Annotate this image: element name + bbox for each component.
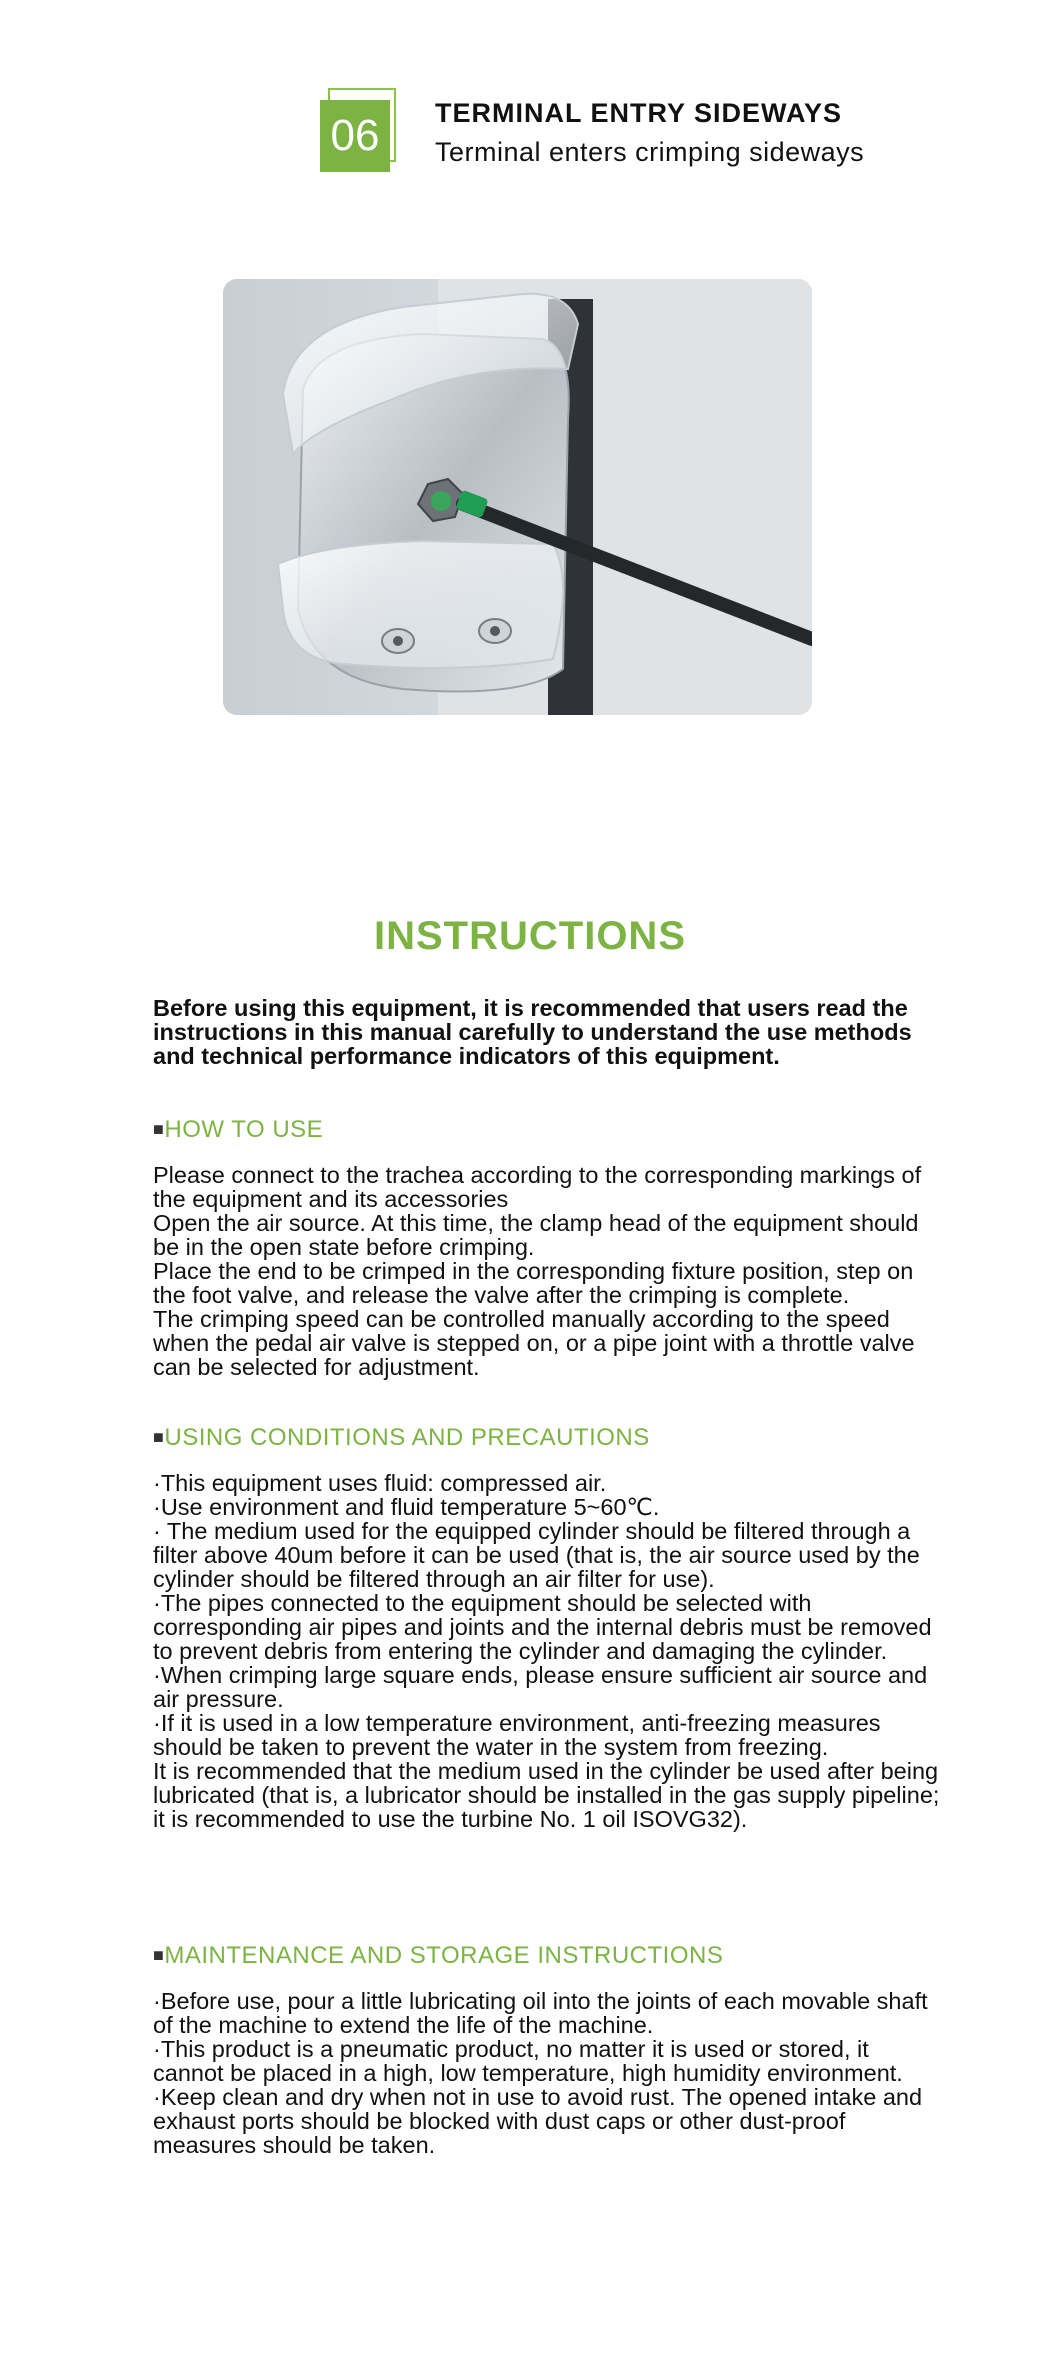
section-body-how-to-use [153, 1163, 943, 1379]
section-heading-text: HOW TO USE [164, 1116, 324, 1143]
section-body-maintenance [153, 1989, 943, 2157]
crimping-machine-illustration [223, 279, 812, 715]
paragraph-line: · The medium used for the equipped cylinder should be filtered through a filter above 40um before it can be used (that is, the air source used by the cylinder should be filtered through an air filter for use). [153, 1518, 920, 1592]
paragraph-line: Open the air source. At this time, the clamp head of the equipment should be in the open state before crimping. [153, 1210, 919, 1260]
square-bullet-icon: ■ [153, 1945, 165, 1965]
paragraph-line: ·When crimping large square ends, please ensure sufficient air source and air pressure. [153, 1662, 928, 1712]
section-heading-conditions [153, 1424, 650, 1452]
paragraph-line: ·If it is used in a low temperature environment, anti-freezing measures should be taken to prevent the water in the system from freezing. [153, 1710, 881, 1760]
square-bullet-icon: ■ [153, 1427, 165, 1447]
paragraph-line: ·Use environment and fluid temperature 5~60℃. [153, 1494, 660, 1520]
section-heading-how-to-use [153, 1116, 323, 1144]
crimping-machine-photo [223, 279, 812, 715]
paragraph-line: ·Keep clean and dry when not in use to avoid rust. The opened intake and exhaust ports should be blocked with dust caps or other dust-proof measures should be taken. [153, 2084, 923, 2158]
feature-subtitle: Terminal enters crimping sideways [435, 137, 865, 167]
paragraph-line: Please connect to the trachea according to the corresponding markings of the equipment and its accessories [153, 1162, 922, 1212]
section-heading-text: MAINTENANCE AND STORAGE INSTRUCTIONS [164, 1942, 724, 1969]
instructions-intro: Before using this equipment, it is recommended that users read the instructions in this manual carefully to understand the use methods and technical performance indicators of this equipment. [153, 995, 912, 1069]
feature-badge [320, 88, 400, 174]
paragraph-line: ·This product is a pneumatic product, no matter it is used or stored, it cannot be placed in a high, low temperature, high humidity environment. [153, 2036, 903, 2086]
paragraph-line: ·Before use, pour a little lubricating oil into the joints of each movable shaft of the machine to extend the life of the machine. [153, 1988, 928, 2038]
square-bullet-icon: ■ [153, 1119, 165, 1139]
paragraph-line: Place the end to be crimped in the corresponding fixture position, step on the foot valve, and release the valve after the crimping is complete. [153, 1258, 914, 1308]
feature-title: TERMINAL ENTRY SIDEWAYS [435, 98, 843, 128]
section-heading-text: USING CONDITIONS AND PRECAUTIONS [164, 1424, 650, 1451]
paragraph-line: The crimping speed can be controlled manually according to the speed when the pedal air valve is stepped on, or a pipe joint with a throttle valve can be selected for adjustment. [153, 1306, 915, 1380]
feature-number: 06 [320, 100, 390, 172]
paragraph-line: It is recommended that the medium used in the cylinder be used after being lubricated (that is, a lubricator should be installed in the gas supply pipeline; it is recommended to use the turbine No. 1 oil ISOVG32). [153, 1758, 940, 1832]
instructions-title: INSTRUCTIONS [374, 914, 686, 958]
section-heading-maintenance [153, 1942, 723, 1970]
section-body-conditions [153, 1471, 943, 1831]
paragraph-line: ·This equipment uses fluid: compressed air. [153, 1470, 607, 1496]
paragraph-line: ·The pipes connected to the equipment should be selected with corresponding air pipes and joints and the internal debris must be removed to prevent debris from entering the cylinder and damaging the cylinder. [153, 1590, 932, 1664]
